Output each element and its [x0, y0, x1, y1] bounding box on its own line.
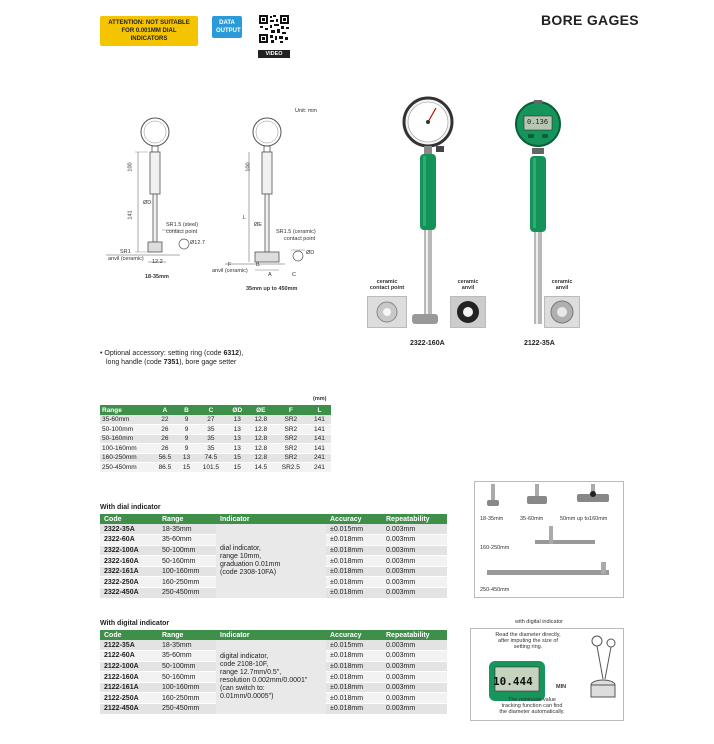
left-contact-point: contact point — [166, 229, 198, 235]
repeatability-cell: 0.003mm — [382, 535, 447, 546]
spec-cell: 101.5 — [195, 463, 226, 473]
accessory-l1-pre: Optional accessory: setting ring (code — [104, 350, 224, 357]
ceramic-anvil-line1: ceramic — [457, 279, 479, 285]
data-output-line-2: OUTPUT — [216, 28, 241, 34]
ceramic-contact-inset — [367, 296, 407, 328]
digital-box-t2-l2: tracking function can find — [501, 703, 563, 709]
accuracy-cell: ±0.018mm — [326, 661, 382, 672]
digital-box-text2 — [482, 697, 582, 715]
left-sr1: SR1 — [120, 249, 131, 255]
spec-cell: 50-160mm — [100, 434, 152, 444]
code-cell: 2322-160A — [100, 556, 158, 567]
spec-row — [100, 434, 331, 444]
spec-col-c: C — [195, 405, 226, 415]
dial-col-code: Code — [100, 514, 158, 524]
spec-cell: 26 — [152, 434, 178, 444]
spec-cell: 250-450mm — [100, 463, 152, 473]
accuracy-cell: ±0.018mm — [326, 588, 382, 599]
repeatability-cell: 0.003mm — [382, 588, 447, 599]
ceramic-anvil-label — [450, 279, 486, 291]
anvil-range-illustrations — [475, 482, 623, 597]
data-output-badge — [212, 16, 242, 38]
anvil-range-5: 250-450mm — [480, 587, 510, 593]
right-F: F — [228, 262, 232, 268]
anvil-icon — [451, 297, 485, 327]
repeatability-cell: 0.003mm — [382, 566, 447, 577]
indicator-cell — [216, 524, 326, 598]
spec-row — [100, 444, 331, 454]
spec-row — [100, 463, 331, 473]
spec-cell: 14.5 — [248, 463, 274, 473]
spec-cell: 160-250mm — [100, 453, 152, 463]
accessory-line-1: • Optional accessory: setting ring (code 6312), — [100, 350, 244, 357]
ceramic-anvil-b-label — [544, 279, 580, 291]
indicator-line: range 12.7mm/0.5", — [220, 668, 282, 676]
ceramic-anvil-b-inset — [544, 296, 580, 328]
anvil-range-4: 160-250mm — [480, 545, 510, 551]
optional-accessory-note — [100, 349, 243, 367]
accessory-l2-post: ), bore gage setter — [179, 359, 237, 366]
spec-col-range: Range — [100, 405, 152, 415]
spec-row — [100, 415, 331, 425]
spec-col-e: ØE — [248, 405, 274, 415]
lcd-readout: 0.136 — [527, 118, 549, 126]
left-anvil-ceramic: anvil (ceramic) — [108, 256, 144, 262]
accessory-line-2 — [100, 358, 243, 367]
code-cell: 2322-450A — [100, 588, 158, 599]
spec-cell: 13 — [227, 415, 248, 425]
ceramic-anvil-b-line2: anvil — [555, 285, 569, 291]
indicator-line: (code 2308-10FA) — [220, 568, 277, 576]
right-caption: 35mm up to 450mm — [246, 286, 298, 292]
indicator-line: dial indicator, — [220, 544, 261, 552]
right-C: C — [292, 272, 296, 278]
spec-col-a: A — [152, 405, 178, 415]
ceramic-anvil-inset — [450, 296, 486, 328]
indicator-line: 0.01mm/0.0005") — [220, 692, 274, 700]
anvil-range-2: 35-60mm — [520, 516, 544, 522]
accuracy-cell: ±0.018mm — [326, 577, 382, 588]
spec-cell: 141 — [308, 425, 331, 435]
accuracy-cell: ±0.018mm — [326, 672, 382, 683]
digital-box-t1-l2: after imputing the size of — [498, 638, 558, 644]
spec-cell: 35 — [195, 434, 226, 444]
digital-col-code: Code — [100, 630, 158, 640]
accessory-l1-post: ), — [239, 350, 244, 357]
dial-table-title: With dial indicator — [100, 504, 161, 511]
indicator-line: code 2108-10F, — [220, 660, 269, 668]
spec-cell: 22 — [152, 415, 178, 425]
spec-cell: 241 — [308, 463, 331, 473]
code-cell: 2322-60A — [100, 535, 158, 546]
spec-cell: 13 — [178, 453, 195, 463]
dial-col-indicator: Indicator — [216, 514, 326, 524]
digital-box-lcd: 10.444 — [493, 675, 533, 688]
spec-cell: SR2 — [274, 434, 308, 444]
left-dim-phi: ØD — [143, 200, 152, 206]
spec-cell: 15 — [178, 463, 195, 473]
spec-cell: 35-60mm — [100, 415, 152, 425]
spec-cell: 50-100mm — [100, 425, 152, 435]
left-sr-steel: SR1.5 (steel) — [166, 222, 199, 228]
spec-cell: 56.5 — [152, 453, 178, 463]
right-A: A — [268, 272, 272, 278]
code-cell: 2122-35A — [100, 640, 158, 651]
spec-cell: 141 — [308, 434, 331, 444]
dial-col-range: Range — [158, 514, 216, 524]
code-cell: 2122-100A — [100, 661, 158, 672]
code-cell: 2322-161A — [100, 566, 158, 577]
spec-table — [100, 405, 331, 473]
accuracy-cell: ±0.018mm — [326, 535, 382, 546]
accuracy-cell: ±0.018mm — [326, 682, 382, 693]
repeatability-cell: 0.003mm — [382, 682, 447, 693]
spec-col-d: ØD — [227, 405, 248, 415]
code-cell: 2122-161A — [100, 682, 158, 693]
anvil-range-box — [474, 481, 624, 598]
repeatability-cell: 0.003mm — [382, 545, 447, 556]
spec-header-row — [100, 405, 331, 415]
spec-cell: 12.8 — [248, 453, 274, 463]
unit-label: Unit: mm — [295, 108, 317, 114]
digital-col-accuracy: Accuracy — [326, 630, 382, 640]
right-sr-ceramic: SR1.5 (ceramic) — [276, 229, 316, 235]
spec-cell: 141 — [308, 444, 331, 454]
spec-cell: 13 — [227, 425, 248, 435]
spec-cell: 9 — [178, 434, 195, 444]
spec-col-f: F — [274, 405, 308, 415]
right-phiD: ØD — [306, 250, 315, 256]
left-caption: 18-35mm — [145, 274, 169, 280]
dial-col-repeat: Repeatability — [382, 514, 447, 524]
code-cell: 2122-60A — [100, 651, 158, 662]
right-dim-100: 100 — [245, 162, 252, 172]
spec-cell: 13 — [227, 444, 248, 454]
range-cell: 35-60mm — [158, 651, 216, 662]
digital-col-repeat: Repeatability — [382, 630, 447, 640]
digital-box-t2-l3: the diameter automatically. — [499, 709, 565, 715]
code-cell: 2122-250A — [100, 693, 158, 704]
attention-badge — [100, 16, 198, 46]
anvil-range-1: 18-35mm — [480, 516, 504, 522]
spec-cell: 9 — [178, 425, 195, 435]
spec-cell: 12.8 — [248, 434, 274, 444]
video-label: VIDEO — [258, 50, 290, 58]
range-cell: 160-250mm — [158, 577, 216, 588]
range-cell: 50-160mm — [158, 556, 216, 567]
code-cell: 2322-100A — [100, 545, 158, 556]
table-row — [100, 524, 447, 535]
spec-cell: 241 — [308, 453, 331, 463]
digital-box-text1 — [474, 632, 582, 650]
drawing-35-450mm — [225, 112, 330, 287]
range-cell: 50-100mm — [158, 545, 216, 556]
range-cell: 100-160mm — [158, 566, 216, 577]
repeatability-cell: 0.003mm — [382, 640, 447, 651]
code-cell: 2122-160A — [100, 672, 158, 683]
repeatability-cell: 0.003mm — [382, 661, 447, 672]
accessory-l1-code: 6312 — [223, 350, 240, 357]
ceramic-contact-line1: ceramic — [376, 279, 398, 285]
spec-cell: SR2 — [274, 415, 308, 425]
repeatability-cell: 0.003mm — [382, 577, 447, 588]
spec-cell: 15 — [227, 463, 248, 473]
code-cell: 2122-450A — [100, 704, 158, 715]
left-dim-122: 12.2 — [152, 259, 163, 265]
spec-cell: 26 — [152, 425, 178, 435]
range-cell: 18-35mm — [158, 524, 216, 535]
digital-box-t1-l1: Read the diameter directly, — [495, 632, 561, 638]
range-cell: 160-250mm — [158, 693, 216, 704]
range-cell: 250-450mm — [158, 588, 216, 599]
spec-cell: SR2 — [274, 453, 308, 463]
indicator-cell — [216, 640, 326, 714]
spec-row — [100, 453, 331, 463]
anvil-range-3: 50mm up to160mm — [560, 516, 608, 522]
digital-col-range: Range — [158, 630, 216, 640]
accuracy-cell: ±0.018mm — [326, 556, 382, 567]
range-cell: 50-160mm — [158, 672, 216, 683]
spec-cell: 27 — [195, 415, 226, 425]
data-output-line-1: DATA — [219, 20, 235, 26]
repeatability-cell: 0.003mm — [382, 704, 447, 715]
dial-header-row — [100, 514, 447, 524]
ceramic-contact-label — [365, 279, 409, 291]
ceramic-contact-line2: contact point — [369, 285, 405, 291]
right-anvil-ceramic: anvil (ceramic) — [212, 268, 248, 274]
range-cell: 100-160mm — [158, 682, 216, 693]
digital-table — [100, 630, 447, 715]
anvil-b-icon — [545, 297, 579, 327]
digital-table-title: With digital indicator — [100, 620, 170, 627]
spec-cell: SR2.5 — [274, 463, 308, 473]
spec-cell: 12.8 — [248, 415, 274, 425]
accuracy-cell: ±0.018mm — [326, 704, 382, 715]
ceramic-anvil-b-line1: ceramic — [551, 279, 573, 285]
accuracy-cell: ±0.018mm — [326, 693, 382, 704]
spec-cell: 9 — [178, 444, 195, 454]
accuracy-cell: ±0.018mm — [326, 651, 382, 662]
attention-line-2: FOR 0.001MM DIAL INDICATORS — [121, 28, 177, 42]
accessory-l2-code: 7351 — [163, 359, 180, 366]
right-dim-L: L — [243, 215, 247, 221]
accuracy-cell: ±0.015mm — [326, 524, 382, 535]
spec-col-l: L — [308, 405, 331, 415]
repeatability-cell: 0.003mm — [382, 693, 447, 704]
digital-box-min: MIN — [556, 684, 567, 690]
repeatability-cell: 0.003mm — [382, 672, 447, 683]
accuracy-cell: ±0.015mm — [326, 640, 382, 651]
contact-point-icon — [368, 297, 406, 327]
digital-header-row — [100, 630, 447, 640]
indicator-line: resolution 0.002mm/0.0001" — [220, 676, 308, 684]
spec-row — [100, 425, 331, 435]
left-dim-100: 100 — [127, 162, 134, 172]
indicator-line: digital indicator, — [220, 652, 269, 660]
indicator-line: (can switch to: — [220, 684, 265, 692]
indicator-line: range 10mm, — [220, 552, 262, 560]
spec-cell: 35 — [195, 425, 226, 435]
page-title: BORE GAGES — [541, 12, 639, 28]
model-label-dial: 2322-160A — [410, 340, 445, 347]
spec-cell: 9 — [178, 415, 195, 425]
spec-col-b: B — [178, 405, 195, 415]
range-cell: 250-450mm — [158, 704, 216, 715]
spec-cell: 12.8 — [248, 444, 274, 454]
qr-code-icon — [258, 14, 290, 44]
spec-cell: 12.8 — [248, 425, 274, 435]
spec-cell: 86.5 — [152, 463, 178, 473]
spec-cell: SR2 — [274, 425, 308, 435]
accuracy-cell: ±0.018mm — [326, 545, 382, 556]
left-dim-141: 141 — [127, 210, 134, 220]
table-row — [100, 640, 447, 651]
repeatability-cell: 0.003mm — [382, 651, 447, 662]
range-cell: 18-35mm — [158, 640, 216, 651]
spec-cell: 141 — [308, 415, 331, 425]
ceramic-anvil-line2: anvil — [461, 285, 475, 291]
accuracy-cell: ±0.018mm — [326, 566, 382, 577]
video-qr[interactable] — [258, 14, 290, 57]
spec-cell: 13 — [227, 434, 248, 444]
right-B: B — [256, 262, 260, 268]
right-contact-point: contact point — [284, 236, 316, 242]
spec-unit: (mm) — [313, 396, 327, 402]
spec-cell: 74.5 — [195, 453, 226, 463]
spec-cell: 35 — [195, 444, 226, 454]
range-cell: 50-100mm — [158, 661, 216, 672]
spec-cell: SR2 — [274, 444, 308, 454]
repeatability-cell: 0.003mm — [382, 556, 447, 567]
range-cell: 35-60mm — [158, 535, 216, 546]
spec-cell: 15 — [227, 453, 248, 463]
code-cell: 2322-250A — [100, 577, 158, 588]
indicator-line: graduation 0.01mm — [220, 560, 281, 568]
model-label-digital: 2122-35A — [524, 340, 555, 347]
digital-box-t2-l1: The minimum value — [508, 697, 556, 703]
setting-ring-illustration — [583, 633, 621, 703]
attention-line-1: ATTENTION: NOT SUITABLE — [108, 20, 190, 26]
dial-col-accuracy: Accuracy — [326, 514, 382, 524]
digital-box-heading: with digital indicator — [515, 619, 563, 625]
dial-table — [100, 514, 447, 599]
left-dim-127: Ø12.7 — [190, 240, 205, 246]
dial-head-outline — [141, 118, 169, 146]
code-cell: 2322-35A — [100, 524, 158, 535]
spec-cell: 100-160mm — [100, 444, 152, 454]
right-dim-phiE: ØE — [254, 222, 262, 228]
digital-col-indicator: Indicator — [216, 630, 326, 640]
accessory-l2-pre: long handle (code — [106, 359, 164, 366]
spec-cell: 26 — [152, 444, 178, 454]
repeatability-cell: 0.003mm — [382, 524, 447, 535]
digital-box-t1-l3: setting ring. — [513, 644, 543, 650]
